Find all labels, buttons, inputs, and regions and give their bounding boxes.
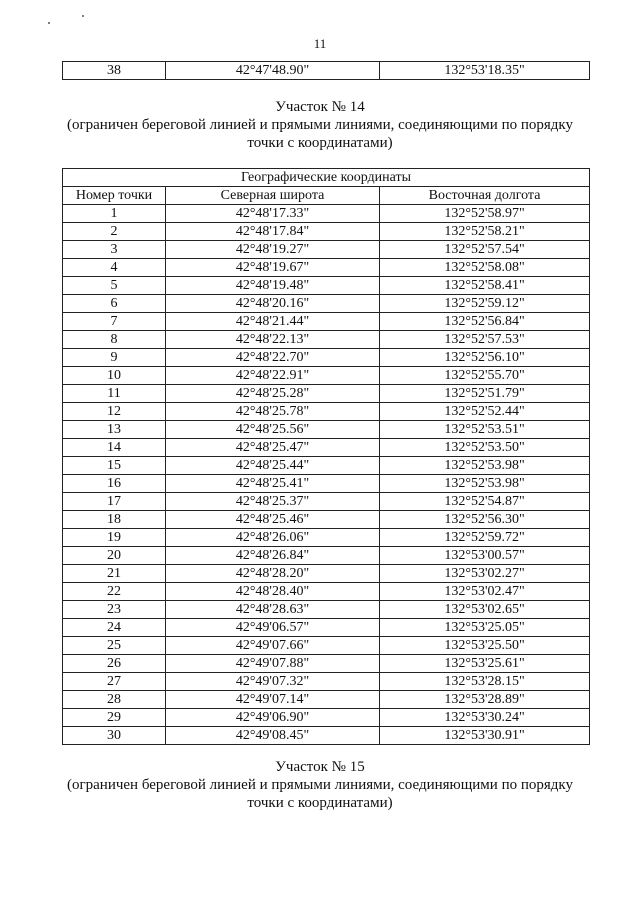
point-number: 7: [63, 313, 166, 331]
latitude-cell: 42°49'06.57": [166, 619, 380, 637]
latitude-cell: 42°49'06.90": [166, 709, 380, 727]
longitude-cell: 132°52'58.97": [380, 205, 590, 223]
point-number: 24: [63, 619, 166, 637]
latitude-cell: 42°48'25.46": [166, 511, 380, 529]
point-number: 5: [63, 277, 166, 295]
group-header: Географические координаты: [63, 169, 590, 187]
longitude-cell: 132°53'30.91": [380, 727, 590, 745]
table-row: [63, 691, 590, 709]
point-number: 38: [63, 62, 166, 80]
column-header-number: Номер точки: [63, 187, 166, 205]
table-row: [63, 223, 590, 241]
table-row: [63, 367, 590, 385]
table-row: [63, 277, 590, 295]
latitude-cell: 42°48'28.40": [166, 583, 380, 601]
table-row: [63, 331, 590, 349]
longitude-cell: 132°53'25.50": [380, 637, 590, 655]
table-row: [63, 493, 590, 511]
point-number: 17: [63, 493, 166, 511]
latitude-cell: 42°48'26.06": [166, 529, 380, 547]
latitude-cell: 42°48'25.56": [166, 421, 380, 439]
point-number: 13: [63, 421, 166, 439]
section-title: Участок № 14: [275, 99, 365, 115]
table-row: [63, 727, 590, 745]
longitude-cell: 132°53'30.24": [380, 709, 590, 727]
point-number: 20: [63, 547, 166, 565]
point-number: 12: [63, 403, 166, 421]
point-number: 9: [63, 349, 166, 367]
page-number: 11: [313, 36, 327, 51]
table-row: [63, 529, 590, 547]
point-number: 19: [63, 529, 166, 547]
table-row: [63, 601, 590, 619]
point-number: 15: [63, 457, 166, 475]
table-row: [63, 349, 590, 367]
point-number: 4: [63, 259, 166, 277]
point-number: 21: [63, 565, 166, 583]
longitude-cell: 132°53'18.35": [380, 62, 590, 80]
longitude-cell: 132°52'51.79": [380, 385, 590, 403]
point-number: 2: [63, 223, 166, 241]
latitude-cell: 42°49'07.32": [166, 673, 380, 691]
scan-speck: [48, 22, 50, 24]
latitude-cell: 42°48'22.13": [166, 331, 380, 349]
point-number: 10: [63, 367, 166, 385]
point-number: 29: [63, 709, 166, 727]
table-row: [63, 313, 590, 331]
table-row: [63, 457, 590, 475]
latitude-cell: 42°48'26.84": [166, 547, 380, 565]
section-description: точки с координатами): [247, 795, 393, 811]
longitude-cell: 132°53'00.57": [380, 547, 590, 565]
latitude-cell: 42°48'25.41": [166, 475, 380, 493]
section-description: (ограничен береговой линией и прямыми линиями, соединяющими по порядку: [66, 117, 573, 133]
table-row: [63, 295, 590, 313]
latitude-cell: 42°48'22.70": [166, 349, 380, 367]
latitude-cell: 42°48'28.63": [166, 601, 380, 619]
table-row: [63, 205, 590, 223]
point-number: 28: [63, 691, 166, 709]
longitude-cell: 132°52'58.41": [380, 277, 590, 295]
latitude-cell: 42°48'28.20": [166, 565, 380, 583]
point-number: 30: [63, 727, 166, 745]
table-row: [63, 259, 590, 277]
table-row: [63, 655, 590, 673]
section-description: (ограничен береговой линией и прямыми линиями, соединяющими по порядку: [66, 777, 573, 793]
latitude-cell: 42°48'25.44": [166, 457, 380, 475]
table-row: [63, 673, 590, 691]
latitude-cell: 42°48'19.27": [166, 241, 380, 259]
table-row: [63, 511, 590, 529]
coordinates-table: [62, 168, 590, 745]
point-number: 16: [63, 475, 166, 493]
table-row: [63, 565, 590, 583]
column-header-latitude: Северная широта: [166, 187, 380, 205]
table-row: [63, 547, 590, 565]
longitude-cell: 132°52'56.30": [380, 511, 590, 529]
latitude-cell: 42°48'25.47": [166, 439, 380, 457]
longitude-cell: 132°52'57.53": [380, 331, 590, 349]
table-row: [63, 637, 590, 655]
latitude-cell: 42°48'25.37": [166, 493, 380, 511]
longitude-cell: 132°53'25.05": [380, 619, 590, 637]
latitude-cell: 42°48'17.84": [166, 223, 380, 241]
section-15-heading: [0, 758, 640, 812]
point-number: 22: [63, 583, 166, 601]
latitude-cell: 42°48'19.67": [166, 259, 380, 277]
longitude-cell: 132°52'56.10": [380, 349, 590, 367]
table-row: [63, 583, 590, 601]
table-row: [63, 241, 590, 259]
point-number: 23: [63, 601, 166, 619]
longitude-cell: 132°52'53.50": [380, 439, 590, 457]
latitude-cell: 42°48'25.28": [166, 385, 380, 403]
column-header-longitude: Восточная долгота: [380, 187, 590, 205]
longitude-cell: 132°52'52.44": [380, 403, 590, 421]
header-row: [63, 187, 590, 205]
longitude-cell: 132°52'59.72": [380, 529, 590, 547]
point-number: 14: [63, 439, 166, 457]
point-number: 1: [63, 205, 166, 223]
section-description: точки с координатами): [247, 135, 393, 151]
latitude-cell: 42°49'08.45": [166, 727, 380, 745]
longitude-cell: 132°52'57.54": [380, 241, 590, 259]
longitude-cell: 132°52'58.08": [380, 259, 590, 277]
table-row: [63, 385, 590, 403]
latitude-cell: 42°48'25.78": [166, 403, 380, 421]
latitude-cell: 42°49'07.14": [166, 691, 380, 709]
longitude-cell: 132°52'53.51": [380, 421, 590, 439]
point-number: 11: [63, 385, 166, 403]
header-row: [63, 169, 590, 187]
longitude-cell: 132°53'02.65": [380, 601, 590, 619]
table-row: [63, 439, 590, 457]
longitude-cell: 132°52'53.98": [380, 475, 590, 493]
section-14-heading: [0, 98, 640, 152]
table-row: [63, 62, 590, 80]
scan-speck: [82, 15, 84, 17]
latitude-cell: 42°48'20.16": [166, 295, 380, 313]
longitude-cell: 132°52'59.12": [380, 295, 590, 313]
longitude-cell: 132°53'02.47": [380, 583, 590, 601]
latitude-cell: 42°48'19.48": [166, 277, 380, 295]
longitude-cell: 132°53'02.27": [380, 565, 590, 583]
table-row: [63, 709, 590, 727]
latitude-cell: 42°49'07.66": [166, 637, 380, 655]
point-number: 26: [63, 655, 166, 673]
longitude-cell: 132°52'54.87": [380, 493, 590, 511]
longitude-cell: 132°52'55.70": [380, 367, 590, 385]
latitude-cell: 42°48'21.44": [166, 313, 380, 331]
point-number: 27: [63, 673, 166, 691]
longitude-cell: 132°52'56.84": [380, 313, 590, 331]
table-row: [63, 403, 590, 421]
longitude-cell: 132°53'28.15": [380, 673, 590, 691]
point-number: 8: [63, 331, 166, 349]
point-number: 25: [63, 637, 166, 655]
longitude-cell: 132°53'25.61": [380, 655, 590, 673]
latitude-cell: 42°48'22.91": [166, 367, 380, 385]
latitude-cell: 42°48'17.33": [166, 205, 380, 223]
table-row: [63, 421, 590, 439]
longitude-cell: 132°52'53.98": [380, 457, 590, 475]
latitude-cell: 42°47'48.90": [166, 62, 380, 80]
continuation-table: [62, 61, 590, 80]
longitude-cell: 132°53'28.89": [380, 691, 590, 709]
section-title: Участок № 15: [275, 759, 365, 775]
latitude-cell: 42°49'07.88": [166, 655, 380, 673]
table-row: [63, 475, 590, 493]
point-number: 3: [63, 241, 166, 259]
longitude-cell: 132°52'58.21": [380, 223, 590, 241]
point-number: 18: [63, 511, 166, 529]
point-number: 6: [63, 295, 166, 313]
table-row: [63, 619, 590, 637]
